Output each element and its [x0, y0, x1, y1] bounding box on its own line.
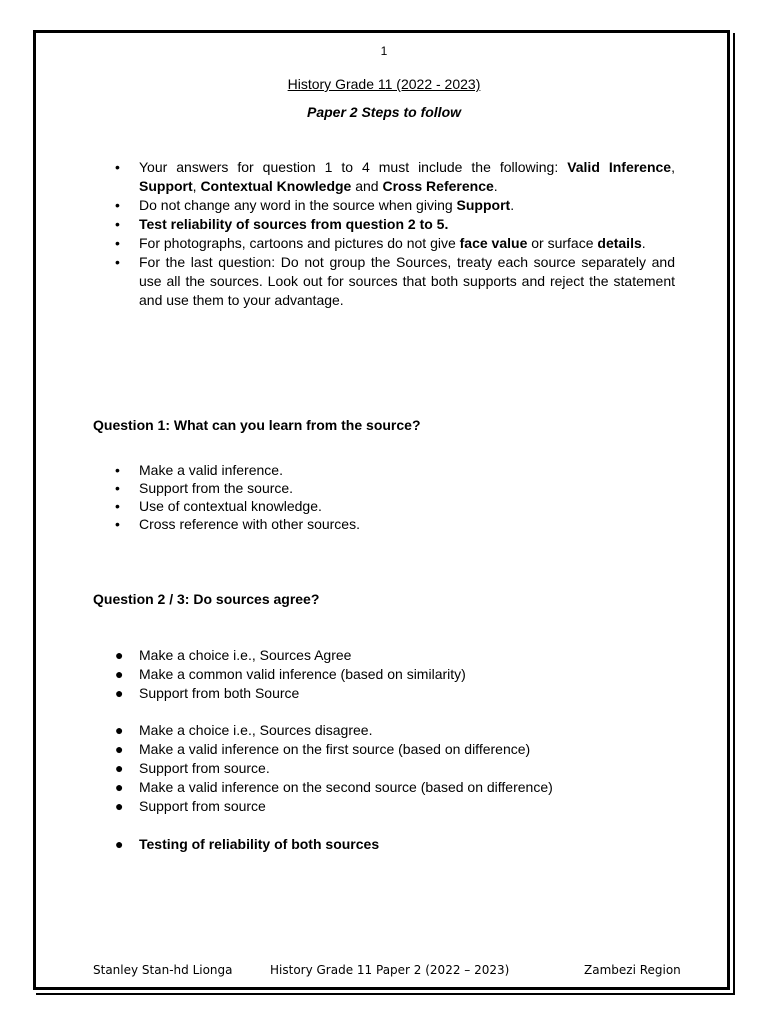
list-item: ● Testing of reliability of both sources — [115, 836, 380, 852]
bullet-icon: ● — [115, 741, 124, 757]
bullet-icon: • — [115, 235, 120, 251]
list-item: ● Support from source. — [115, 760, 270, 776]
list-item: ● Support from both Source — [115, 685, 300, 701]
bullet-icon: • — [115, 159, 120, 175]
list-item: • For photographs, cartoons and pictures do not give face value or surface details. — [115, 235, 646, 251]
page-number: 1 — [380, 44, 388, 58]
bullet-icon: ● — [115, 722, 124, 738]
list-item: • Make a valid inference. — [115, 462, 283, 478]
list-item: • Cross reference with other sources. — [115, 516, 360, 532]
bullet-icon: • — [115, 516, 120, 532]
footer-document: History Grade 11 Paper 2 (2022 – 2023) — [270, 963, 510, 977]
bullet-icon: ● — [115, 666, 124, 682]
question2-agree-list — [114, 646, 675, 703]
question1-heading: Question 1: What can you learn from the source? — [93, 417, 421, 433]
bullet-icon: ● — [115, 685, 124, 701]
question2-heading: Question 2 / 3: Do sources agree? — [93, 591, 320, 607]
question2-reliability-list — [114, 835, 675, 854]
bullet-icon: ● — [115, 798, 124, 814]
document-title: History Grade 11 (2022 - 2023) — [287, 76, 481, 92]
bullet-icon: ● — [115, 760, 124, 776]
list-item: • Test reliability of sources from question 2 to 5. — [115, 216, 449, 232]
bullet-icon: • — [115, 498, 120, 514]
bullet-icon: • — [115, 197, 120, 213]
list-item: • Use of contextual knowledge. — [115, 498, 322, 514]
list-item: ● Make a choice i.e., Sources disagree. — [115, 722, 373, 738]
list-item: • Do not change any word in the source when giving Support. — [115, 197, 515, 213]
bullet-icon: ● — [115, 779, 124, 795]
bullet-icon: • — [115, 216, 120, 232]
question2-disagree-list — [114, 721, 675, 816]
list-item: ● Make a valid inference on the second source (based on difference) — [115, 779, 553, 795]
list-item: • Support from the source. — [115, 480, 294, 496]
list-item: • For the last question: Do not group the Sources, treaty each source separately and use all the sources. Look out for sources that both supports and reject the statement and use them to your advantage. — [115, 254, 675, 308]
question1-list — [114, 461, 675, 533]
footer-author: Stanley Stan-hd Lionga — [93, 963, 233, 977]
document-subtitle: Paper 2 Steps to follow — [306, 104, 462, 120]
bullet-icon: • — [115, 480, 120, 496]
bullet-icon: • — [115, 254, 120, 270]
footer-region: Zambezi Region — [584, 963, 681, 977]
bullet-icon: • — [115, 462, 120, 478]
list-item: ● Make a valid inference on the first source (based on difference) — [115, 741, 531, 757]
list-item: • Your answers for question 1 to 4 must include the following: Valid Inference, Support, Contextual Knowledge and Cross Reference. — [115, 159, 675, 194]
bullet-icon: ● — [115, 647, 124, 663]
list-item: ● Support from source — [115, 798, 266, 814]
list-item: ● Make a choice i.e., Sources Agree — [115, 647, 352, 663]
list-item: ● Make a common valid inference (based on similarity) — [115, 666, 466, 682]
bullet-icon: ● — [115, 836, 124, 852]
intro-bullet-list — [114, 158, 675, 310]
